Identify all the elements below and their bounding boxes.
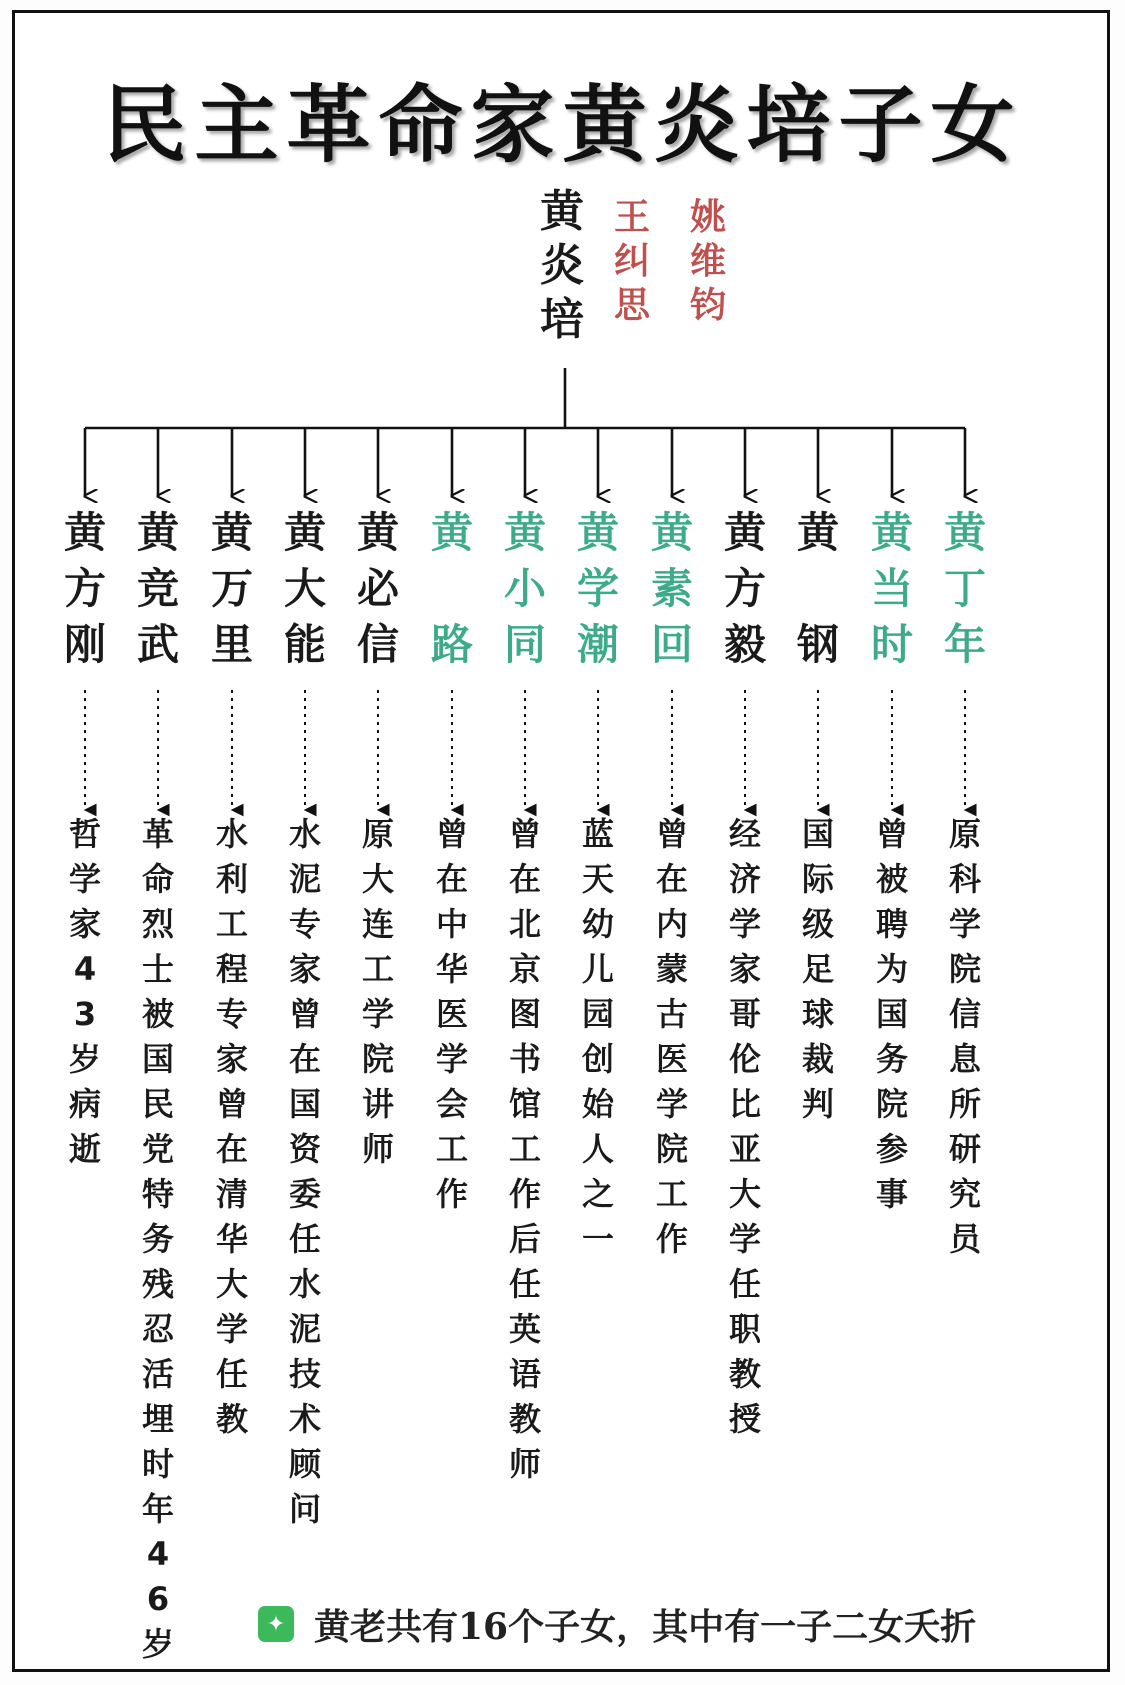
child-description-char: 民 [142, 1085, 175, 1123]
child-name-char: 能 [284, 620, 327, 669]
child-name-char: 必 [357, 564, 400, 613]
child-description-char: 幼 [582, 905, 615, 943]
child-description [142, 815, 175, 1673]
child-description-char: 教 [216, 1400, 249, 1438]
child-description-char: 水 [216, 815, 249, 853]
child-description-char: 院 [949, 950, 982, 988]
child-description-char: 逝 [69, 1130, 102, 1168]
child-description [362, 815, 395, 1178]
child-description-char: 中 [436, 905, 469, 943]
child-description-char: 教 [729, 1355, 762, 1393]
child-name [871, 508, 914, 680]
child-name-char: 里 [211, 620, 254, 669]
child-description-char: 利 [216, 860, 249, 898]
child-name-char: 黄 [651, 508, 694, 557]
child-description-char: 学 [69, 860, 102, 898]
child-description-char: 人 [582, 1130, 615, 1168]
child-description-char: 3 [73, 995, 97, 1033]
child-description-char: 曾 [216, 1085, 249, 1123]
child-description-char: 比 [729, 1085, 762, 1123]
child-description-char: 研 [949, 1130, 982, 1168]
child-description-char: 授 [729, 1400, 762, 1438]
child-description [949, 815, 982, 1268]
parent-name-char: 炎 [540, 240, 584, 291]
child-description-char: 在 [436, 860, 469, 898]
child-description-char: 被 [876, 860, 909, 898]
child-description-char: 特 [142, 1175, 175, 1213]
child-description-char: 残 [142, 1265, 175, 1303]
child-name-char: 时 [871, 620, 914, 669]
child-description-char: 聘 [876, 905, 909, 943]
spouse-name-char: 姚 [690, 197, 727, 238]
child-name [431, 508, 474, 680]
child-name-char: 黄 [357, 508, 400, 557]
child-description-char: 园 [582, 995, 615, 1033]
child-description-char: 际 [802, 860, 835, 898]
parent-name-char: 黄 [540, 186, 584, 237]
child-name-char: 当 [871, 564, 914, 613]
child-description-char: 作 [509, 1175, 542, 1213]
child-description-char: 蒙 [656, 950, 689, 988]
child-name-char: 大 [284, 564, 327, 613]
child-description-char: 学 [656, 1085, 689, 1123]
child-description-char: 曾 [436, 815, 469, 853]
child-description-char: 命 [142, 860, 175, 898]
child-description-char: 清 [216, 1175, 249, 1213]
child-description-char: 问 [289, 1490, 322, 1528]
child-description-char: 技 [289, 1355, 322, 1393]
child-name-char: 黄 [137, 508, 180, 557]
child-description-char: 埋 [142, 1400, 175, 1438]
child-description-char: 一 [582, 1220, 615, 1258]
child-description-char: 作 [656, 1220, 689, 1258]
child-description [802, 815, 835, 1133]
child-description-char: 学 [436, 1040, 469, 1078]
child-description-char: 始 [582, 1085, 615, 1123]
child-description-char: 蓝 [582, 815, 615, 853]
child-description-char: 讲 [362, 1085, 395, 1123]
child-description-char: 师 [509, 1445, 542, 1483]
child-description-char: 工 [436, 1130, 469, 1168]
child-description-char: 儿 [582, 950, 615, 988]
spouse-name-char: 维 [690, 241, 727, 282]
child-name-char: 黄 [871, 508, 914, 557]
child-description-char: 足 [802, 950, 835, 988]
child-description-char: 病 [69, 1085, 102, 1123]
child-description-char: 华 [216, 1220, 249, 1258]
child-description-char: 经 [729, 815, 762, 853]
child-description-char: 为 [876, 950, 909, 988]
child-name-char: 学 [577, 564, 620, 613]
child-description-char: 工 [509, 1130, 542, 1168]
child-description-char: 专 [289, 905, 322, 943]
child-description-char: 院 [362, 1040, 395, 1078]
spouse-name-char: 王 [614, 197, 651, 238]
child-description-char: 程 [216, 950, 249, 988]
child-description-char: 任 [216, 1355, 249, 1393]
child-description-char: 学 [362, 995, 395, 1033]
child-description-char: 在 [216, 1130, 249, 1168]
child-name [64, 508, 107, 680]
child-name-char: 黄 [431, 508, 474, 557]
child-name [284, 508, 327, 680]
child-description-char: 参 [876, 1130, 909, 1168]
child-description [69, 815, 102, 1178]
child-name [504, 508, 547, 680]
child-description-char: 被 [142, 995, 175, 1033]
child-description-char: 哥 [729, 995, 762, 1033]
parent-name-char: 培 [540, 294, 584, 345]
child-description-char: 球 [802, 995, 835, 1033]
child-name-char: 黄 [797, 508, 840, 557]
child-description-char: 京 [509, 950, 542, 988]
child-description-char: 家 [69, 905, 102, 943]
child-name-char: 竞 [137, 564, 180, 613]
child-description-char: 科 [949, 860, 982, 898]
footer-note [258, 1598, 1088, 1650]
child-name-char: 黄 [64, 508, 107, 557]
child-description-char: 级 [802, 905, 835, 943]
child-name [797, 508, 840, 680]
child-description-char: 家 [216, 1040, 249, 1078]
child-description-char: 泥 [289, 860, 322, 898]
child-description [656, 815, 689, 1268]
child-description-char: 裁 [802, 1040, 835, 1078]
child-description-char: 4 [73, 950, 97, 988]
child-description-char: 岁 [69, 1040, 102, 1078]
child-description-char: 内 [656, 905, 689, 943]
child-description [729, 815, 762, 1448]
child-description-char: 忍 [142, 1310, 175, 1348]
child-name [357, 508, 400, 680]
child-name [944, 508, 987, 680]
child-description-char: 术 [289, 1400, 322, 1438]
child-description-char: 委 [289, 1175, 322, 1213]
spouse-name-char: 纠 [614, 241, 651, 282]
child-description-char: 顾 [289, 1445, 322, 1483]
child-description-char: 学 [729, 1220, 762, 1258]
child-name-char: 路 [431, 620, 474, 669]
child-name-char: 黄 [724, 508, 767, 557]
child-description-char: 曾 [289, 995, 322, 1033]
child-name-char [431, 568, 473, 624]
child-description-char: 国 [142, 1040, 175, 1078]
child-name-char: 毅 [724, 620, 767, 669]
child-description-char: 信 [949, 995, 982, 1033]
child-description-char: 水 [289, 1265, 322, 1303]
child-description-char: 时 [142, 1445, 175, 1483]
child-description-char: 专 [216, 995, 249, 1033]
child-description-char: 英 [509, 1310, 542, 1348]
child-description-char: 革 [142, 815, 175, 853]
sparkle-icon: ✦ [258, 1606, 294, 1642]
child-description [876, 815, 909, 1223]
child-description-char: 岁 [142, 1625, 175, 1663]
child-description-char: 工 [216, 905, 249, 943]
child-description-char: 学 [729, 905, 762, 943]
child-description-char: 图 [509, 995, 542, 1033]
child-name-char: 方 [724, 564, 767, 613]
child-description-char: 家 [729, 950, 762, 988]
child-description [509, 815, 542, 1493]
child-description-char: 哲 [69, 815, 102, 853]
child-name-char: 年 [944, 620, 987, 669]
child-description-char: 院 [656, 1130, 689, 1168]
child-description-char: 任 [289, 1220, 322, 1258]
child-description-char: 学 [216, 1310, 249, 1348]
child-description-char: 4 [146, 1535, 170, 1573]
child-name-char: 黄 [504, 508, 547, 557]
child-description-char: 工 [656, 1175, 689, 1213]
child-description-char: 原 [949, 815, 982, 853]
child-name-char: 钢 [797, 620, 840, 669]
child-description-char: 北 [509, 905, 542, 943]
child-description-char: 济 [729, 860, 762, 898]
child-name-char: 武 [137, 620, 180, 669]
child-description-char: 务 [142, 1220, 175, 1258]
child-description-char: 职 [729, 1310, 762, 1348]
child-description-char: 在 [656, 860, 689, 898]
child-description-char: 语 [509, 1355, 542, 1393]
child-description-char: 伦 [729, 1040, 762, 1078]
child-name-char: 潮 [577, 620, 620, 669]
child-name [577, 508, 620, 680]
child-description-char: 所 [949, 1085, 982, 1123]
child-description-char: 国 [289, 1085, 322, 1123]
child-name-char: 黄 [944, 508, 987, 557]
child-name-char: 万 [211, 564, 254, 613]
spouse-name-char: 思 [614, 285, 651, 326]
child-description-char: 工 [362, 950, 395, 988]
child-name-char: 刚 [64, 620, 107, 669]
child-description-char: 年 [142, 1490, 175, 1528]
child-description-char: 家 [289, 950, 322, 988]
child-name-char: 小 [504, 564, 547, 613]
footer-text: 黄老共有16个子女，其中有一子二女夭折 [314, 1605, 977, 1648]
child-description-char: 连 [362, 905, 395, 943]
child-description-char: 后 [509, 1220, 542, 1258]
child-description-char: 古 [656, 995, 689, 1033]
child-description-char: 书 [509, 1040, 542, 1078]
child-description-char: 大 [362, 860, 395, 898]
child-name-char: 回 [651, 620, 694, 669]
child-description-char: 曾 [876, 815, 909, 853]
child-description-char: 学 [949, 905, 982, 943]
child-name [724, 508, 767, 680]
child-description-char: 医 [436, 995, 469, 1033]
child-description-char: 士 [142, 950, 175, 988]
child-description [216, 815, 249, 1448]
child-name-char: 同 [504, 620, 547, 669]
child-description-char: 任 [509, 1265, 542, 1303]
child-description-char: 创 [582, 1040, 615, 1078]
child-description-char: 馆 [509, 1085, 542, 1123]
page-title: 民主革命家黄炎培子女 [102, 75, 1023, 174]
child-description-char: 曾 [509, 815, 542, 853]
child-description-char: 泥 [289, 1310, 322, 1348]
child-description-char: 国 [876, 995, 909, 1033]
child-description-char: 院 [876, 1085, 909, 1123]
child-description-char: 之 [582, 1175, 615, 1213]
child-description-char: 务 [876, 1040, 909, 1078]
child-description-char: 亚 [729, 1130, 762, 1168]
child-name [211, 508, 254, 680]
child-name-char: 信 [357, 620, 400, 669]
child-description-char: 原 [362, 815, 395, 853]
child-description-char: 6 [146, 1580, 170, 1618]
child-description-char: 师 [362, 1130, 395, 1168]
child-name-char: 素 [651, 564, 694, 613]
child-description-char: 华 [436, 950, 469, 988]
child-description-char: 资 [289, 1130, 322, 1168]
child-name-char [797, 568, 839, 624]
child-name-char: 黄 [577, 508, 620, 557]
child-description-char: 事 [876, 1175, 909, 1213]
child-description-char: 大 [216, 1265, 249, 1303]
child-description-char: 判 [802, 1085, 835, 1123]
child-description-char: 究 [949, 1175, 982, 1213]
child-description-char: 大 [729, 1175, 762, 1213]
child-name [137, 508, 180, 680]
child-description-char: 员 [949, 1220, 982, 1258]
child-description [436, 815, 469, 1223]
child-description [582, 815, 615, 1268]
child-description-char: 天 [582, 860, 615, 898]
child-description-char: 在 [509, 860, 542, 898]
child-description-char: 烈 [142, 905, 175, 943]
child-name-char: 丁 [944, 564, 987, 613]
child-description-char: 国 [802, 815, 835, 853]
child-description-char: 曾 [656, 815, 689, 853]
child-description-char: 教 [509, 1400, 542, 1438]
child-description-char: 医 [656, 1040, 689, 1078]
child-name [651, 508, 694, 680]
child-name-char: 方 [64, 564, 107, 613]
child-name-char: 黄 [211, 508, 254, 557]
child-description-char: 会 [436, 1085, 469, 1123]
child-name-char: 黄 [284, 508, 327, 557]
child-description-char: 任 [729, 1265, 762, 1303]
child-description-char: 在 [289, 1040, 322, 1078]
spouse-name-char: 钧 [690, 285, 727, 326]
child-description-char: 作 [436, 1175, 469, 1213]
child-description-char: 息 [949, 1040, 982, 1078]
child-description-char: 水 [289, 815, 322, 853]
child-description [289, 815, 322, 1538]
child-description-char: 党 [142, 1130, 175, 1168]
child-description-char: 活 [142, 1355, 175, 1393]
